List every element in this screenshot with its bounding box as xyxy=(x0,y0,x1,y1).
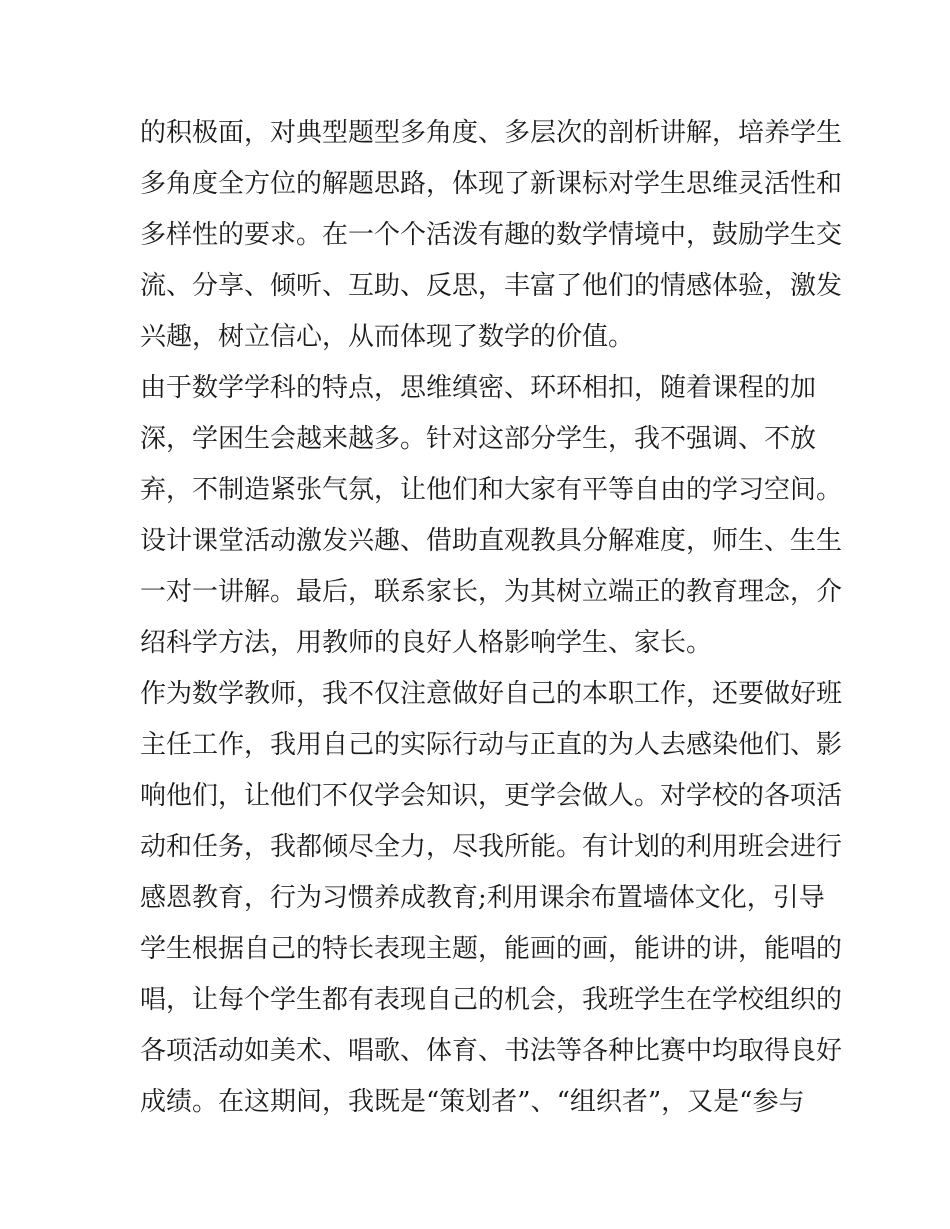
text-line: 弃，不制造紧张气氛，让他们和大家有平等自由的学习空间。 xyxy=(140,475,843,505)
text-line: 深，学困生会越来越多。针对这部分学生，我不强调、不放 xyxy=(140,424,817,454)
text-line: 学生根据自己的特长表现主题，能画的画，能讲的讲，能唱的 xyxy=(140,934,843,964)
text-line: 由于数学学科的特点，思维缜密、环环相扣，随着课程的加 xyxy=(140,373,817,403)
body-text xyxy=(140,108,843,1128)
text-line: 作为数学教师，我不仅注意做好自己的本职工作，还要做好班 xyxy=(140,679,843,709)
text-line: 各项活动如美术、唱歌、体育、书法等各种比赛中均取得良好 xyxy=(140,1036,843,1066)
text-line: 动和任务，我都倾尽全力，尽我所能。有计划的利用班会进行 xyxy=(140,832,843,862)
text-line: 成绩。在这期间，我既是“策划者”、“组织者”，又是“参与 xyxy=(140,1087,805,1117)
text-line: 多角度全方位的解题思路，体现了新课标对学生思维灵活性和 xyxy=(140,169,843,199)
text-line: 的积极面，对典型题型多角度、多层次的剖析讲解，培养学生 xyxy=(140,118,843,148)
text-line: 多样性的要求。在一个个活泼有趣的数学情境中，鼓励学生交 xyxy=(140,220,843,250)
text-line: 流、分享、倾听、互助、反思，丰富了他们的情感体验，激发 xyxy=(140,271,843,301)
text-line: 感恩教育，行为习惯养成教育;利用课余布置墙体文化，引导 xyxy=(140,883,825,913)
text-line: 响他们，让他们不仅学会知识，更学会做人。对学校的各项活 xyxy=(140,781,843,811)
text-line: 设计课堂活动激发兴趣、借助直观教具分解难度，师生、生生 xyxy=(140,526,843,556)
text-line: 绍科学方法，用教师的良好人格影响学生、家长。 xyxy=(140,628,713,658)
text-line: 唱，让每个学生都有表现自己的机会，我班学生在学校组织的 xyxy=(140,985,843,1015)
text-line: 兴趣，树立信心，从而体现了数学的价值。 xyxy=(140,322,635,352)
text-line: 一对一讲解。最后，联系家长，为其树立端正的教育理念，介 xyxy=(140,577,843,607)
text-line: 主任工作，我用自己的实际行动与正直的为人去感染他们、影 xyxy=(140,730,843,760)
